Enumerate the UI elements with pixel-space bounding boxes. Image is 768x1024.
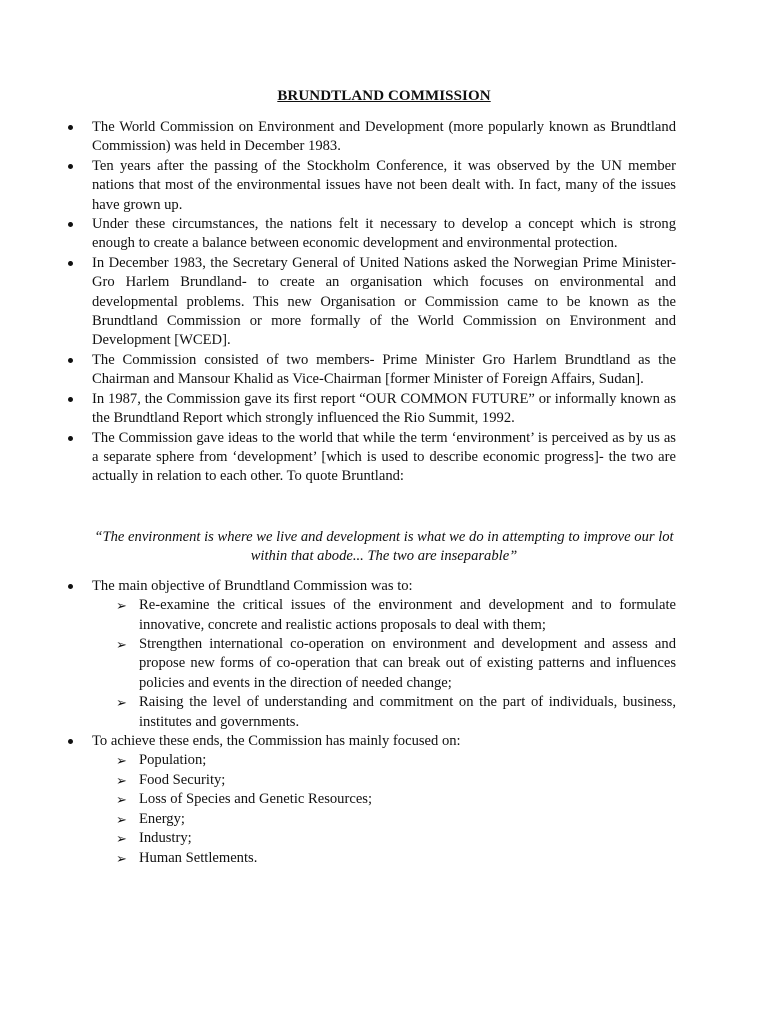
arrow-bullet-icon: ➢ [116,598,127,614]
bullet-item-5: The Commission consisted of two members- Prime Minister Gro Harlem Brundtland as the Chairman and Mansour Khalid as Vice-Chairman [former Minister of Foreign Affairs, Sudan]. [0,351,768,390]
arrow-bullet-icon: ➢ [116,850,127,866]
main-bullet-list [0,118,768,487]
sub-item: ➢ Strengthen international co-operation on environment and development and assess and propose new forms of co-operation that can break out of existing patterns and influences policies and events in the direction of needed change; [116,636,676,691]
focus-sub-list [92,751,676,867]
sub-item: ➢ Energy; [92,810,676,829]
sub-item: ➢ Raising the level of understanding and commitment on the part of individuals, business, institutes and governments. [116,694,676,730]
arrow-bullet-icon: ➢ [116,831,127,847]
bullet-item-objective [0,577,768,732]
sub-item: ➢ Re-examine the critical issues of the environment and development and to formulate innovative, concrete and realistic actions proposals to deal with them; [116,597,676,633]
objective-sub-list [92,596,676,732]
bullet-item-1: The World Commission on Environment and Development (more popularly known as Brundtland Commission) was held in December 1983. [0,118,768,157]
bullet-item-2: Ten years after the passing of the Stockholm Conference, it was observed by the UN member nations that most of the environmental issues have not been dealt with. In fact, many of the issues have grown up. [0,157,768,215]
sub-item: ➢ Loss of Species and Genetic Resources; [92,790,676,809]
bullet-item-6: In 1987, the Commission gave its first report “OUR COMMON FUTURE” or informally known as the Brundtland Report which strongly influenced the Rio Summit, 1992. [0,390,768,429]
arrow-bullet-icon: ➢ [116,792,127,808]
focus-lead: To achieve these ends, the Commission has mainly focused on: [92,733,461,750]
objective-lead: The main objective of Brundtland Commission was to: [92,577,413,594]
arrow-bullet-icon: ➢ [116,695,127,711]
bullet-item-4: In December 1983, the Secretary General of United Nations asked the Norwegian Prime Minister- Gro Harlem Brundland- to create an organisation which focuses on environmental and developmental problems. This new Organisation or Commission came to be known as the Brundtland Commission or more formally of the World Commission on Environment and Development [WCED]. [0,254,768,351]
quote-block: “The environment is where we live and development is what we do in attempting to improve our lot within that abode... The two are inseparable” [94,529,674,565]
bullet-item-3: Under these circumstances, the nations felt it necessary to develop a concept which is strong enough to create a balance between economic development and environmental protection. [0,215,768,254]
bullet-item-focus [0,732,768,868]
page-title: BRUNDTLAND COMMISSION [277,88,491,104]
arrow-bullet-icon: ➢ [116,753,127,769]
arrow-bullet-icon: ➢ [116,772,127,788]
arrow-bullet-icon: ➢ [116,637,127,653]
sub-item: ➢ Population; [92,751,676,770]
bullet-item-7: The Commission gave ideas to the world that while the term ‘environment’ is perceived as by us as a separate sphere from ‘development’ [which is used to describe economic progress]- the two are actually in relation to each other. To quote Bruntland: [0,429,768,487]
sub-item: ➢ Food Security; [92,771,676,790]
objective-list [0,577,768,868]
sub-item: ➢ Industry; [92,829,676,848]
sub-item: ➢ Human Settlements. [92,849,676,868]
arrow-bullet-icon: ➢ [116,811,127,827]
